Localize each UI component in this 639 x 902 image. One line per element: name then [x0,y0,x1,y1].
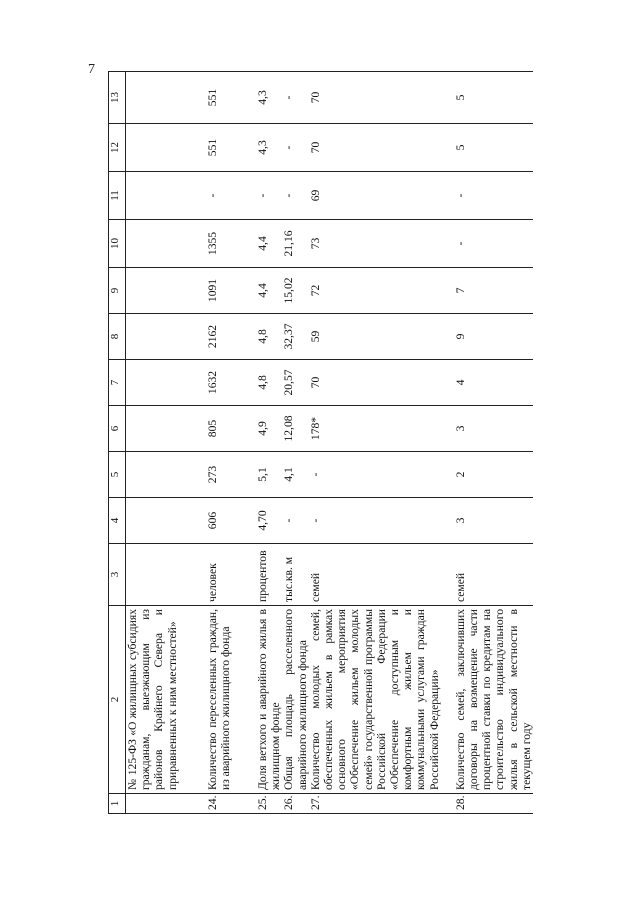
cell-value: 15,02 [282,268,308,314]
cell-value: 1632 [206,360,256,406]
cell-value [126,498,207,544]
cell-value [126,220,207,268]
col-header: 10 [109,220,126,268]
cell-value: 4,4 [256,220,282,268]
cell-value: 70 [309,72,454,124]
col-header: 12 [109,124,126,172]
cell-value: 5 [454,72,533,124]
table-row [126,72,207,814]
cell-value [126,406,207,452]
row-description: Количество семей, заключивших договоры на возмещение части процентной ставки по кредитам на строительство индивидуального жилья в сельской местности в текущем году [454,606,533,794]
cell-value: 2162 [206,314,256,360]
table-row [454,72,533,814]
cell-value [126,124,207,172]
table-row [256,72,282,814]
col-header: 7 [109,360,126,406]
row-description: Количество молодых семей, обеспеченных жильем в рамках основного мероприятия «Обеспечение жильем молодых семей» государственной программы Российской Федерации «Обеспечение доступным и комфортным жильем и коммунальными услугами граждан Российской Федерации» [309,606,454,794]
rotated-table-container [108,72,533,814]
col-header: 9 [109,268,126,314]
table-row [206,72,256,814]
cell-value: 273 [206,452,256,498]
row-description: № 125-ФЗ «О жилищных субсидиях гражданам, выезжающим из районов Крайнего Севера и приравненных к ним местностей» [126,606,207,794]
table-row [282,72,308,814]
cell-value: 4,3 [256,124,282,172]
cell-value: 3 [454,406,533,452]
row-unit: семей [309,544,454,606]
cell-value: 4,4 [256,268,282,314]
cell-value: - [309,498,454,544]
cell-value: - [309,452,454,498]
col-header: 13 [109,72,126,124]
col-header: 1 [109,794,126,814]
cell-value: 805 [206,406,256,452]
indicators-table [108,71,533,814]
cell-value: 4,3 [256,72,282,124]
cell-value [126,314,207,360]
cell-value: - [256,172,282,220]
row-number [126,794,207,814]
cell-value: 59 [309,314,454,360]
cell-value: 178* [309,406,454,452]
row-unit: человек [206,544,256,606]
cell-value: 9 [454,314,533,360]
cell-value: 12,08 [282,406,308,452]
cell-value: 70 [309,124,454,172]
header-row [109,72,126,814]
cell-value: - [282,172,308,220]
cell-value: 4,9 [256,406,282,452]
cell-value: 4 [454,360,533,406]
row-number: 27. [309,794,454,814]
col-header: 11 [109,172,126,220]
cell-value: 4,1 [282,452,308,498]
cell-value: 4,8 [256,314,282,360]
cell-value: 3 [454,498,533,544]
col-header: 8 [109,314,126,360]
cell-value: 551 [206,72,256,124]
cell-value: 4,70 [256,498,282,544]
row-description: Количество переселенных граждан, из аварийного жилищного фонда [206,606,256,794]
cell-value: 2 [454,452,533,498]
cell-value: 4,8 [256,360,282,406]
cell-value: - [206,172,256,220]
cell-value [126,452,207,498]
table-row [309,72,454,814]
col-header: 6 [109,406,126,452]
cell-value [126,172,207,220]
cell-value: 70 [309,360,454,406]
page-number: 7 [88,62,95,77]
col-header: 3 [109,544,126,606]
cell-value: 32,37 [282,314,308,360]
cell-value: - [282,72,308,124]
cell-value: 5 [454,124,533,172]
row-unit: семей [454,544,533,606]
row-number: 28. [454,794,533,814]
cell-value: 72 [309,268,454,314]
col-header: 2 [109,606,126,794]
cell-value: 21,16 [282,220,308,268]
cell-value: - [282,498,308,544]
cell-value: 1355 [206,220,256,268]
cell-value: 606 [206,498,256,544]
cell-value: 551 [206,124,256,172]
cell-value: 5,1 [256,452,282,498]
row-number: 24. [206,794,256,814]
row-number: 25. [256,794,282,814]
cell-value: - [282,124,308,172]
col-header: 4 [109,498,126,544]
cell-value [126,72,207,124]
row-description: Доля ветхого и аварийного жилья в жилищном фонде [256,606,282,794]
cell-value [126,268,207,314]
row-description: Общая площадь расселенного аварийного жилищного фонда [282,606,308,794]
row-unit: процентов [256,544,282,606]
row-unit [126,544,207,606]
cell-value: - [454,172,533,220]
cell-value: 69 [309,172,454,220]
cell-value: 20,57 [282,360,308,406]
row-unit: тыс.кв. м [282,544,308,606]
row-number: 26. [282,794,308,814]
col-header: 5 [109,452,126,498]
cell-value: 1091 [206,268,256,314]
cell-value: - [454,220,533,268]
cell-value: 7 [454,268,533,314]
cell-value [126,360,207,406]
cell-value: 73 [309,220,454,268]
